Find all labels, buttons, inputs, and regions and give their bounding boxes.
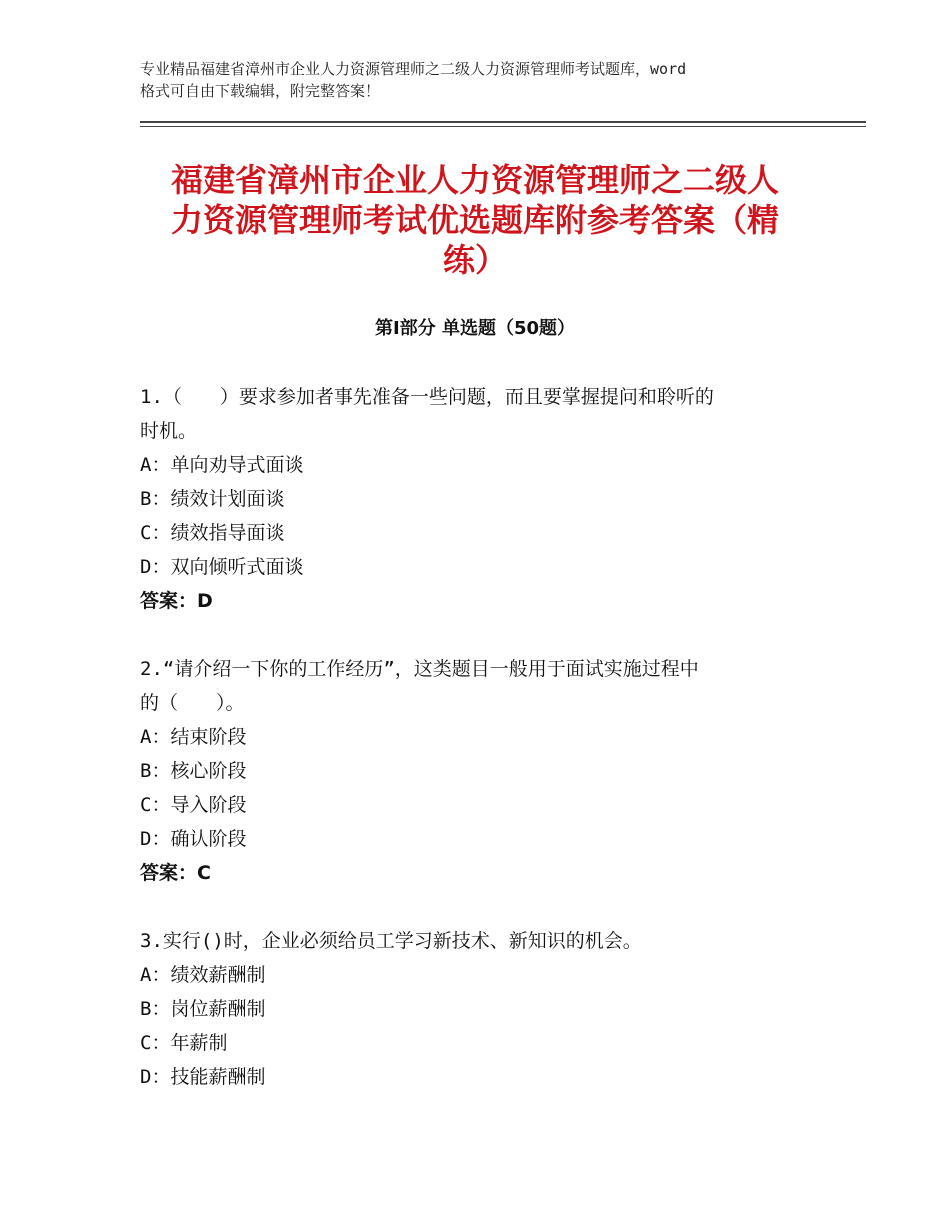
question-stem: 1.（ ）要求参加者事先准备一些问题，而且要掌握提问和聆听的: [140, 386, 714, 408]
option-c: C：导入阶段: [140, 794, 247, 816]
option-d: D：技能薪酬制: [140, 1066, 266, 1088]
document-title-line: 福建省漳州市企业人力资源管理师之二级人: [170, 161, 779, 199]
option-b: B：岗位薪酬制: [140, 998, 266, 1020]
document-title-line: 力资源管理师考试优选题库附参考答案（精: [170, 201, 779, 239]
question-stem: 2.“请介绍一下你的工作经历”，这类题目一般用于面试实施过程中: [140, 658, 699, 680]
option-a: A：结束阶段: [140, 726, 247, 748]
header-note-line: 专业精品福建省漳州市企业人力资源管理师之二级人力资源管理师考试题库，word: [140, 60, 687, 78]
question-item: [140, 380, 820, 618]
question-item: [140, 924, 820, 1094]
option-b: B：核心阶段: [140, 760, 247, 782]
question-stem: 时机。: [140, 420, 198, 442]
option-a: A：单向劝导式面谈: [140, 454, 304, 476]
document-title: [140, 160, 810, 280]
option-a: A：绩效薪酬制: [140, 964, 266, 986]
option-c: C：年薪制: [140, 1032, 228, 1054]
question-stem: 3.实行()时，企业必须给员工学习新技术、新知识的机会。: [140, 930, 642, 952]
header-divider: [140, 121, 866, 123]
option-b: B：绩效计划面谈: [140, 488, 285, 510]
answer-label: 答案：D: [140, 590, 213, 612]
option-c: C：绩效指导面谈: [140, 522, 285, 544]
option-d: D：双向倾听式面谈: [140, 556, 304, 578]
question-list: [140, 380, 820, 1128]
question-item: [140, 652, 820, 890]
option-d: D：确认阶段: [140, 828, 247, 850]
header-note: [140, 58, 840, 102]
section-title: 第Ⅰ部分 单选题（50题）: [374, 318, 575, 339]
question-stem: 的（ ）。: [140, 692, 245, 714]
answer-label: 答案：C: [140, 862, 211, 884]
document-title-line: 练）: [442, 241, 507, 279]
header-note-line: 格式可自由下载编辑，附完整答案！: [140, 82, 381, 100]
header-divider: [140, 126, 866, 127]
